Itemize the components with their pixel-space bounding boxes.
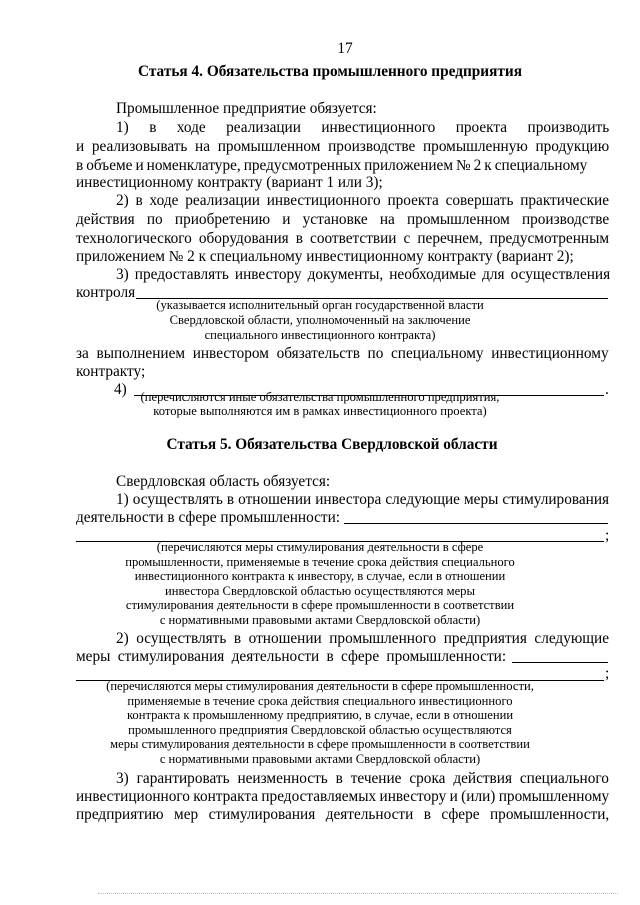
art4-p1-line: в объеме и номенклатуре, предусмотренных приложением № 2 к специальному xyxy=(76,157,588,174)
note-line: меры стимулирования деятельности в сфере промышленности в соответствии xyxy=(110,737,530,751)
note-line: промышленности, применяемые в течение срока действия специального xyxy=(125,555,515,569)
article-4-heading: Статья 4. Обязательства промышленного предприятия xyxy=(138,63,522,80)
art4-p1-line: инвестиционному контракту (вариант 1 или 3); xyxy=(76,174,383,191)
note-line: инвестора Свердловской областью осуществляются меры xyxy=(165,584,475,598)
art4-p3b-line: за выполнением инвестором обязательств по специальному инвестиционному xyxy=(76,345,609,362)
art4-p1-line: и реализовывать на промышленном производстве промышленную продукцию xyxy=(76,138,610,155)
art5-p1-line: 1) осуществлять в отношении инвестора следующие меры стимулирования xyxy=(116,491,610,508)
page-number: 17 xyxy=(337,40,353,57)
note-line: с нормативными правовыми актами Свердловской области) xyxy=(159,613,481,627)
note-line: (указывается исполнительный орган государственной власти xyxy=(156,298,484,312)
art4-p2-line: технологического оборудования в соответствии с перечнем, предусмотренным xyxy=(76,230,610,247)
note-line: (перечисляются иные обязательства промышленного предприятия, xyxy=(140,390,500,404)
art4-p1-line: 1) в ходе реализации инвестиционного проекта производить xyxy=(116,119,610,136)
art4-p2-line: действия по приобретению и установке на промышленном производстве xyxy=(76,211,610,228)
scan-edge-divider xyxy=(98,893,618,894)
art4-p2-line: приложением № 2 к специальному инвестиционному контракту (вариант 2); xyxy=(76,248,574,265)
article-5-intro: Свердловская область обязуется: xyxy=(116,473,331,490)
blank-line xyxy=(512,662,608,663)
art5-p1-line: деятельности в сфере промышленности: xyxy=(76,509,341,526)
art5-p2-line: 2) осуществлять в отношении промышленного предприятия следующие xyxy=(116,630,610,647)
blank-line xyxy=(344,523,608,524)
note-line: применяемые в течение срока действия специального инвестиционного xyxy=(127,694,513,708)
art5-p3-line: предприятию мер стимулирования деятельности в сфере промышленности, xyxy=(76,806,610,823)
article-4-intro: Промышленное предприятие обязуется: xyxy=(116,100,377,117)
note-line: с нормативными правовыми актами Свердловской области) xyxy=(159,752,481,766)
note-line: стимулирования деятельности в сфере промышленности в соответствии xyxy=(125,598,515,612)
note-line: промышленного предприятия Свердловской областью осуществляются xyxy=(128,723,512,737)
art5-p2-end: ; xyxy=(605,665,610,682)
note-line: которые выполняются им в рамках инвестиционного проекта) xyxy=(153,404,487,418)
art4-p3-line: 3) предоставлять инвестору документы, необходимые для осуществления xyxy=(116,266,611,283)
art4-p4-number: 4) xyxy=(114,381,127,398)
note-line: контракта к промышленному предприятию, в случае, если в отношении xyxy=(126,708,514,722)
art4-p3-line: контроля xyxy=(76,284,136,301)
art4-p4-end: . xyxy=(605,381,609,398)
note-line: инвестиционного контракта к инвестору, в случае, если в отношении xyxy=(134,569,506,583)
art5-p2-line: меры стимулирования деятельности в сфере промышленности: xyxy=(76,648,507,665)
article-5-heading: Статья 5. Обязательства Свердловской области xyxy=(166,436,498,453)
note-line: (перечисляются меры стимулирования деятельности в сфере xyxy=(156,540,484,554)
art5-p1-end: ; xyxy=(605,527,610,544)
art5-p3-line: инвестиционного контракта предоставляемых инвестору и (или) промышленному xyxy=(76,788,610,805)
art4-p3b-line: контракту; xyxy=(76,363,146,380)
note-line: (перечисляются меры стимулирования деятельности в сфере промышленности, xyxy=(106,679,534,693)
note-line: Свердловской области, уполномоченный на заключение xyxy=(169,313,471,327)
art5-p3-line: 3) гарантировать неизменность в течение срока действия специального xyxy=(116,770,609,787)
note-line: специального инвестиционного контракта) xyxy=(204,328,436,342)
art4-p2-line: 2) в ходе реализации инвестиционного проекта совершать практические xyxy=(116,192,609,209)
